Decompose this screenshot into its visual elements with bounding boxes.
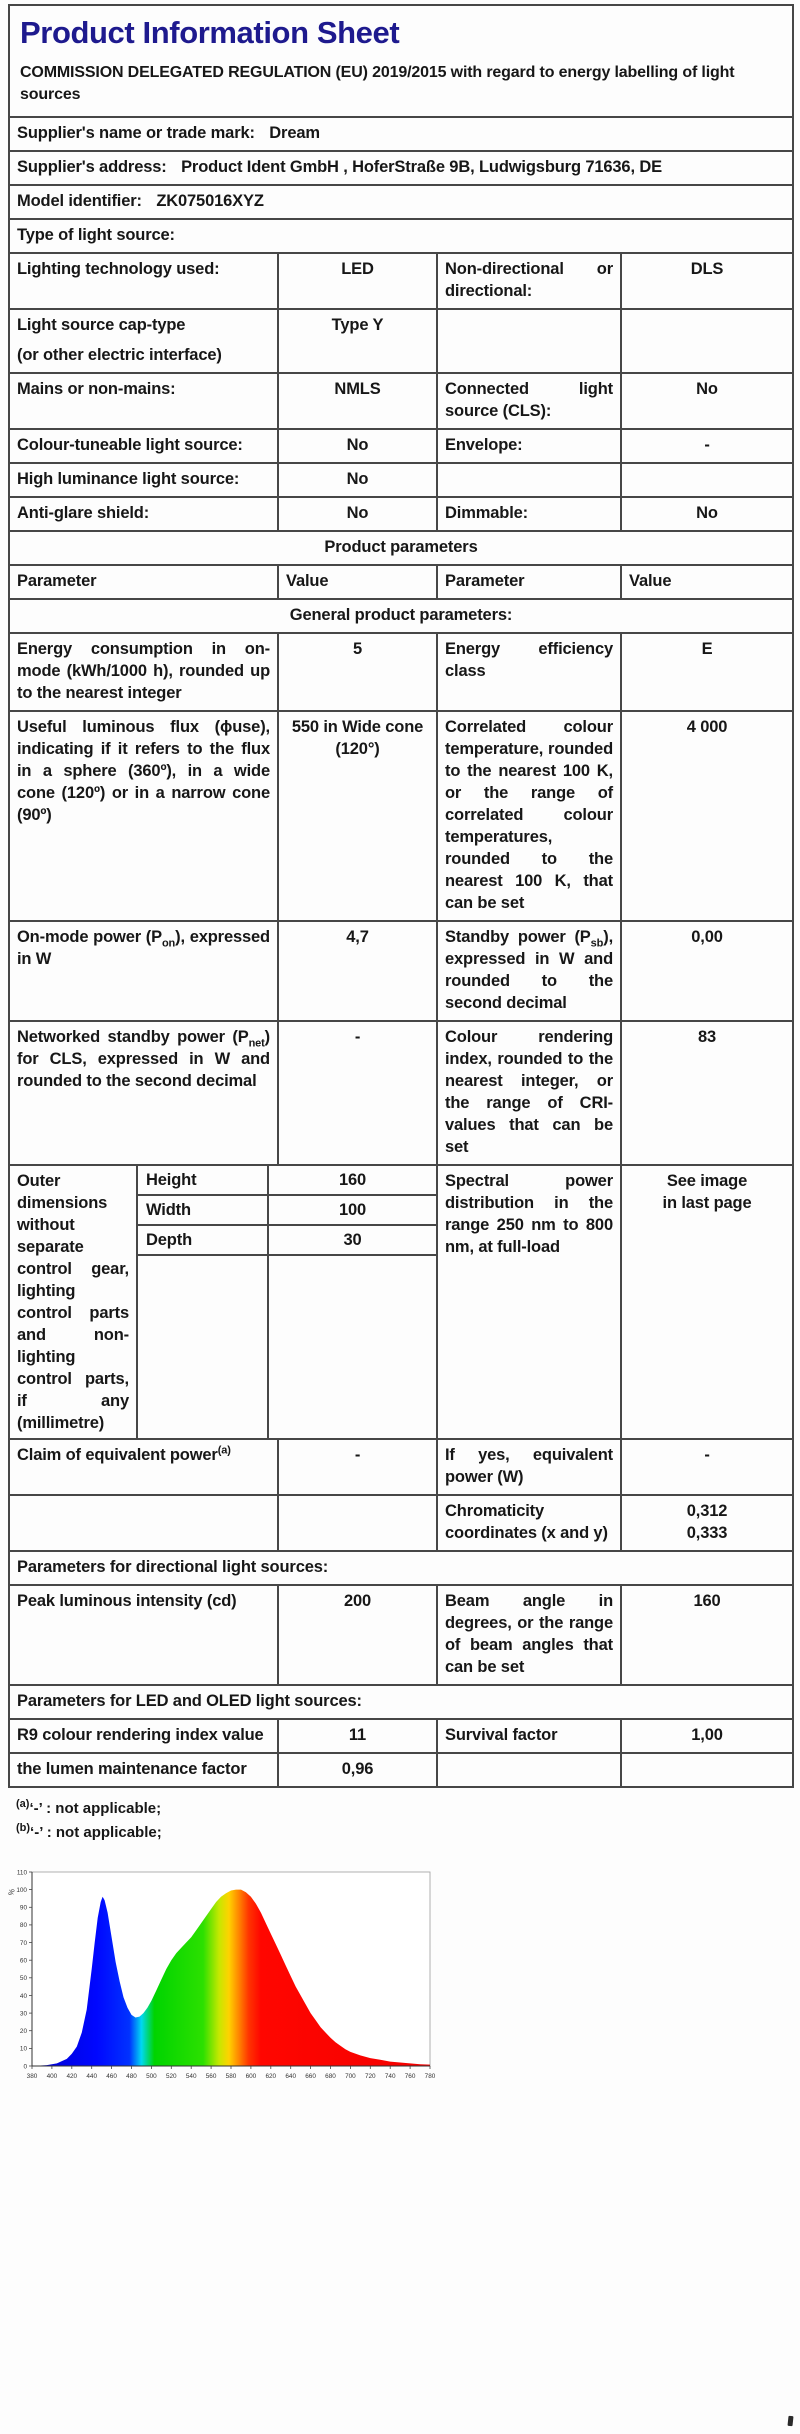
supplier-name-value: Dream [269, 124, 320, 142]
param-value: No [621, 373, 793, 429]
outer-dimensions-cell [9, 1165, 437, 1439]
param-label: Useful luminous flux (ϕuse), indicating if it refers to the flux in a sphere (360º), in a wide cone (120º) or in a narrow cone (90º) [9, 711, 278, 921]
column-header: Parameter [437, 565, 621, 599]
page-corner-mark [787, 2416, 793, 2426]
param-value: E [621, 633, 793, 711]
param-value: 5 [278, 633, 437, 711]
empty-cell [437, 463, 621, 497]
empty-cell [437, 309, 621, 373]
model-identifier-row [9, 185, 793, 219]
param-label: Correlated colour temperature, rounded to the nearest 100 K, or the range of correlated colour temperatures, rounded to the nearest 100 K, that can be set [437, 711, 621, 921]
regulation-text: COMMISSION DELEGATED REGULATION (EU) 2019/2015 with regard to energy labelling of light sources [20, 64, 735, 103]
param-label: Energy efficiency class [437, 633, 621, 711]
dimension-value: 100 [267, 1196, 436, 1224]
svg-text:0: 0 [23, 2063, 27, 2071]
supplier-name-row [9, 117, 793, 151]
table-row [9, 1439, 793, 1495]
svg-text:50: 50 [19, 1975, 27, 1983]
param-value: 1,00 [621, 1719, 793, 1753]
param-label: Networked standby power $(P_{net})$ for CLS, expressed in W and rounded to the second decimal [9, 1021, 278, 1165]
chromaticity-y: 0,333 [686, 1524, 728, 1542]
param-label: Chromaticity coordinates (x and y) [437, 1495, 621, 1551]
param-value: 11 [278, 1719, 437, 1753]
svg-text:740: 740 [384, 2073, 396, 2080]
empty-cell [621, 463, 793, 497]
table-row [9, 633, 793, 711]
dimension-row [138, 1196, 436, 1226]
param-label: Anti-glare shield: [9, 497, 278, 531]
section-header-led-oled: Parameters for LED and OLED light sources: [9, 1685, 793, 1719]
dimension-filler [138, 1256, 436, 1438]
section-header-row [9, 599, 793, 633]
param-value: - [278, 1021, 437, 1165]
table-row [9, 309, 793, 373]
supplier-name-label: Supplier's name or trade mark: [17, 124, 255, 142]
dimension-name: Depth [146, 1231, 192, 1249]
param-value: - [621, 1439, 793, 1495]
svg-text:70: 70 [19, 1939, 27, 1947]
svg-text:440: 440 [86, 2073, 98, 2080]
param-value: 4 000 [621, 711, 793, 921]
section-header-directional: Parameters for directional light sources: [9, 1551, 793, 1585]
section-header-row [9, 1551, 793, 1585]
svg-text:30: 30 [19, 2010, 27, 2018]
param-value: 4,7 [278, 921, 437, 1021]
svg-text:580: 580 [225, 2073, 237, 2080]
supplier-name-cell [9, 117, 793, 151]
table-row [9, 1021, 793, 1165]
section-header-general-parameters: General product parameters: [9, 599, 793, 633]
empty-cell [621, 309, 793, 373]
empty-cell [437, 1753, 621, 1787]
page-title: Product Information Sheet [20, 15, 400, 50]
outer-dimensions-label: Outer dimensions without separate control gear, lighting control parts and non-lighting control parts, if any (millimetre) [10, 1166, 138, 1438]
column-header: Parameter [9, 565, 278, 599]
table-row [9, 1585, 793, 1685]
svg-text:600: 600 [245, 2073, 257, 2080]
param-label: Envelope: [437, 429, 621, 463]
table-row [9, 1719, 793, 1753]
supplier-address-row [9, 151, 793, 185]
param-label: the lumen maintenance factor [9, 1753, 278, 1787]
supplier-address-value: Product Ident GmbH , HoferStraße 9B, Ludwigsburg 71636, DE [181, 158, 662, 176]
param-value: No [621, 497, 793, 531]
param-label [9, 309, 278, 373]
param-label: Connected light source (CLS): [437, 373, 621, 429]
empty-cell [621, 1753, 793, 1787]
dimension-row [138, 1166, 436, 1196]
param-label: Energy consumption in on-mode (kWh/1000 h), rounded up to the nearest integer [9, 633, 278, 711]
model-identifier-cell [9, 185, 793, 219]
dimension-value: 30 [267, 1226, 436, 1254]
param-label: Colour rendering index, rounded to the nearest integer, or the range of CRI-values that can be set [437, 1021, 621, 1165]
cap-type-line2: (or other electric interface) [17, 346, 222, 364]
table-row [9, 921, 793, 1021]
param-label: High luminance light source: [9, 463, 278, 497]
empty-cell [278, 1495, 437, 1551]
svg-text:40: 40 [19, 1992, 27, 2000]
dimension-value: 160 [267, 1166, 436, 1194]
chromaticity-x: 0,312 [686, 1502, 728, 1520]
param-value: No [278, 497, 437, 531]
svg-text:760: 760 [404, 2073, 416, 2080]
param-label: Claim of equivalent power$^{(a)}$ [9, 1439, 278, 1495]
svg-text:700: 700 [345, 2073, 356, 2080]
param-value: - [621, 429, 793, 463]
param-label: Standby power $(P_{sb})$, expressed in W and rounded to the second decimal [437, 921, 621, 1021]
svg-text:20: 20 [19, 2028, 27, 2035]
svg-text:60: 60 [19, 1957, 27, 1965]
table-row [9, 253, 793, 309]
svg-text:660: 660 [305, 2073, 316, 2080]
svg-text:720: 720 [364, 2073, 376, 2080]
footnote-b: $^{(b)}$‘-’ : not applicable; [16, 1822, 162, 1841]
param-label: Survival factor [437, 1719, 621, 1753]
title-cell [9, 5, 793, 117]
table-row [9, 463, 793, 497]
product-info-table [8, 4, 794, 1788]
param-label: Lighting technology used: [9, 253, 278, 309]
section-header-row [9, 1685, 793, 1719]
param-label: Colour-tuneable light source: [9, 429, 278, 463]
param-value: Type Y [278, 309, 437, 373]
param-value: 0,00 [621, 921, 793, 1021]
svg-text:780: 780 [424, 2073, 436, 2080]
param-value: - [278, 1439, 437, 1495]
column-header: Value [278, 565, 437, 599]
cap-type-line1: Light source cap-type [17, 316, 186, 334]
title-row [9, 5, 793, 117]
svg-text:500: 500 [146, 2073, 157, 2080]
param-value: LED [278, 253, 437, 309]
type-heading-row [9, 219, 793, 253]
table-row [9, 497, 793, 531]
empty-cell [9, 1495, 278, 1551]
supplier-address-cell [9, 151, 793, 185]
param-value: DLS [621, 253, 793, 309]
svg-text:110: 110 [16, 1869, 27, 1877]
column-header-row [9, 565, 793, 599]
param-value: 200 [278, 1585, 437, 1685]
param-value: 0,96 [278, 1753, 437, 1787]
section-header-product-parameters: Product parameters [9, 531, 793, 565]
svg-text:680: 680 [325, 2073, 336, 2080]
param-value: 550 in Wide cone (120°) [278, 711, 437, 921]
param-label: Dimmable: [437, 497, 621, 531]
param-value: No [278, 463, 437, 497]
param-value: NMLS [278, 373, 437, 429]
dimension-name: Width [146, 1201, 191, 1219]
spd-chart-svg [4, 1863, 440, 2091]
table-row [9, 1753, 793, 1787]
param-value: 160 [621, 1585, 793, 1685]
spectral-power-distribution-chart [4, 1863, 440, 2096]
model-identifier-value: ZK075016XYZ [156, 192, 264, 210]
svg-text:560: 560 [205, 2073, 217, 2080]
param-label: R9 colour rendering index value [9, 1719, 278, 1753]
param-value: 83 [621, 1021, 793, 1165]
svg-text:90: 90 [19, 1904, 27, 1912]
svg-text:380: 380 [26, 2073, 38, 2080]
svg-text:620: 620 [265, 2073, 277, 2080]
param-label: Non-directional or directional: [437, 253, 621, 309]
param-label: If yes, equivalent power (W) [437, 1439, 621, 1495]
svg-text:460: 460 [106, 2073, 117, 2080]
table-row [9, 711, 793, 921]
svg-text:%: % [6, 1887, 17, 1897]
footnotes [16, 1800, 800, 1841]
section-header-row [9, 531, 793, 565]
svg-text:520: 520 [165, 2073, 177, 2080]
model-identifier-label: Model identifier: [17, 192, 142, 210]
param-label: Beam angle in degrees, or the range of beam angles that can be set [437, 1585, 621, 1685]
svg-text:640: 640 [285, 2073, 297, 2080]
footnote-a: $^{(a)}$‘-’ : not applicable; [16, 1798, 162, 1817]
table-row [9, 373, 793, 429]
param-value: See image in last page [621, 1165, 793, 1439]
param-label: On-mode power $(P_{on})$, expressed in W [9, 921, 278, 1021]
type-heading-cell: Type of light source: [9, 219, 793, 253]
svg-text:480: 480 [126, 2073, 137, 2080]
param-value [621, 1495, 793, 1551]
param-value: No [278, 429, 437, 463]
svg-text:10: 10 [19, 2045, 27, 2053]
table-row [9, 429, 793, 463]
dimension-row [138, 1226, 436, 1256]
table-row [9, 1495, 793, 1551]
dimension-name: Height [146, 1171, 197, 1189]
svg-text:80: 80 [19, 1922, 27, 1930]
param-label: Spectral power distribution in the range 250 nm to 800 nm, at full-load [437, 1165, 621, 1439]
svg-text:400: 400 [46, 2073, 58, 2080]
supplier-address-label: Supplier's address: [17, 158, 167, 176]
table-row [9, 1165, 793, 1439]
param-label: Peak luminous intensity (cd) [9, 1585, 278, 1685]
column-header: Value [621, 565, 793, 599]
svg-text:540: 540 [185, 2073, 197, 2080]
svg-text:100: 100 [16, 1886, 27, 1894]
param-label: Mains or non-mains: [9, 373, 278, 429]
svg-text:420: 420 [66, 2073, 78, 2080]
